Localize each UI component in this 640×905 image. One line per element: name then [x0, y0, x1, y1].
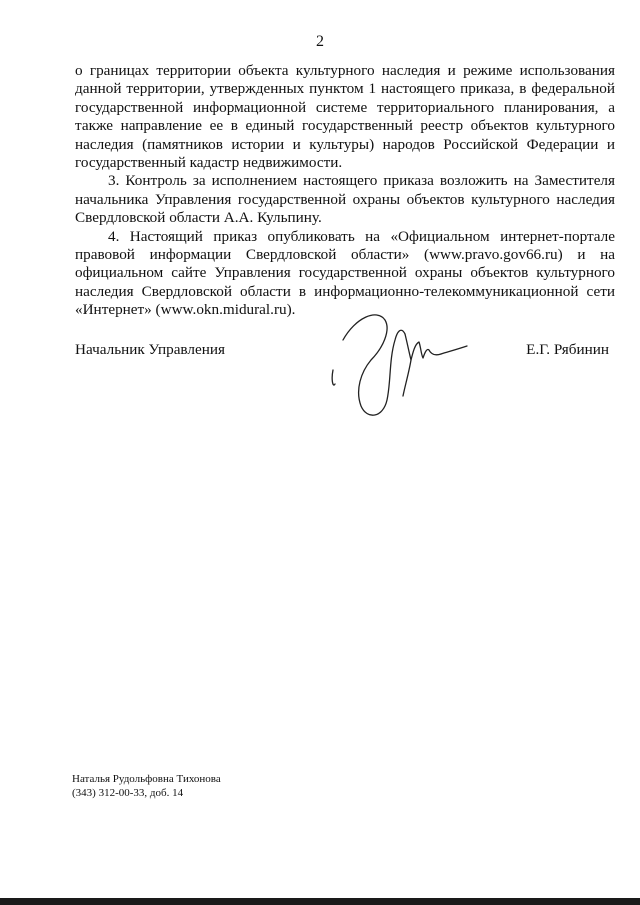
executor-phone: (343) 312-00-33, доб. 14 — [72, 787, 184, 799]
paragraph-item-3: 3. Контроль за исполнением настоящего приказа возложить на Заместителя начальника Управления государственной охраны объектов культурного наследия Свердловской области А.А. Кульпину. — [75, 172, 615, 227]
paragraph-item-4: 4. Настоящий приказ опубликовать на «Официальном интернет-портале правовой информации Свердловской области» (www.pravo.gov66.ru) и на официальном сайте Управления государственной охраны объектов культурного наследия Свердловской области в информационно-телекоммуникационной сети «Интернет» (www.okn.midural.ru). — [75, 227, 615, 319]
paragraph-continuation: о границах территории объекта культурного наследия и режиме использования данной территории, утвержденных пунктом 1 настоящего приказа, в федеральной государственной информационной системе территориального планирования, а также направление ее в единый государственный реестр объектов культурного наследия (памятников истории и культуры) народов Российской Федерации и государственный кадастр недвижимости. — [75, 62, 615, 172]
scan-edge — [0, 898, 640, 905]
document-body — [75, 62, 615, 320]
handwritten-signature — [325, 300, 475, 428]
executor-info — [72, 772, 221, 800]
signer-name: Е.Г. Рябинин — [526, 341, 609, 358]
executor-name: Наталья Рудольфовна Тихонова — [72, 773, 221, 785]
signer-title: Начальник Управления — [75, 341, 225, 358]
page-number: 2 — [316, 33, 324, 50]
